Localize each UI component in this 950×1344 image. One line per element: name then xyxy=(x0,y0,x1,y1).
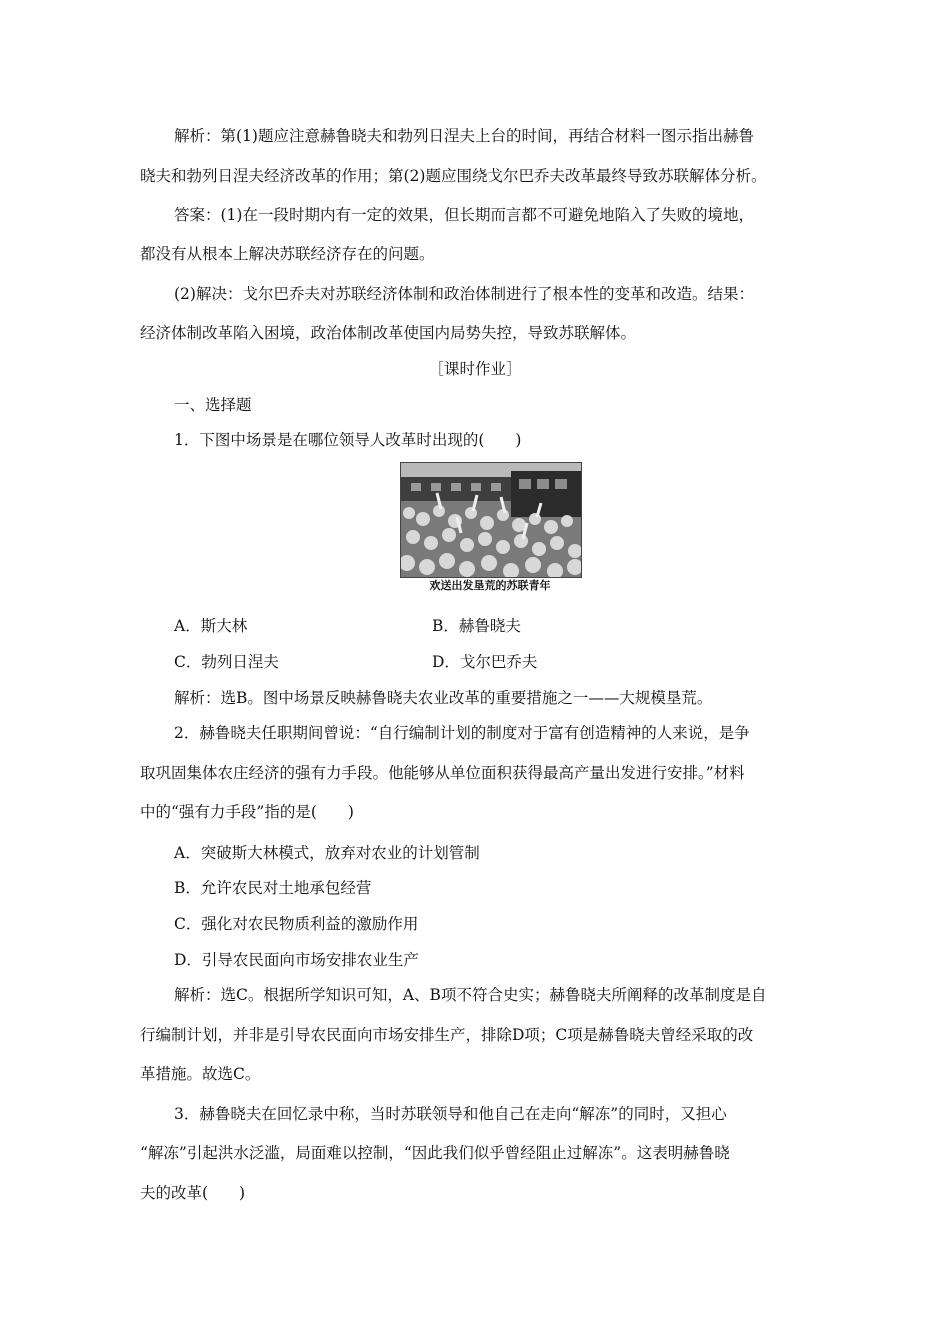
answer-line: 都没有从根本上解决苏联经济存在的问题。 xyxy=(140,245,435,263)
analysis-line: 解析：选B。图中场景反映赫鲁晓夫农业改革的重要措施之一——大规模垦荒。 xyxy=(174,689,713,707)
photo-caption: 欢送出发垦荒的苏联青年 xyxy=(429,579,551,592)
question-stem: 2．赫鲁晓夫任职期间曾说：“自行编制计划的制度对于富有创造精神的人来说，是争 xyxy=(174,724,750,742)
option-b: B．赫鲁晓夫 xyxy=(432,617,521,635)
analysis-line: 解析：选C。根据所学知识可知，A、B项不符合史实；赫鲁晓夫所阐释的改革制度是自 xyxy=(174,986,767,1004)
photo-youth-farewell xyxy=(400,462,582,578)
option-b: B．允许农民对土地承包经营 xyxy=(174,879,372,897)
option-c: C．勃列日涅夫 xyxy=(174,653,279,671)
analysis-line: 解析：第(1)题应注意赫鲁晓夫和勃列日涅夫上台的时间，再结合材料一图示指出赫鲁 xyxy=(174,127,754,145)
analysis-line: 革措施。故选C。 xyxy=(140,1065,261,1083)
option-c: C．强化对农民物质利益的激励作用 xyxy=(174,915,419,933)
analysis-line: 行编制计划，并非是引导农民面向市场安排生产，排除D项；C项是赫鲁晓夫曾经采取的改 xyxy=(140,1026,754,1044)
answer-line: (2)解决：戈尔巴乔夫对苏联经济体制和政治体制进行了根本性的变革和改造。结果： xyxy=(174,285,754,303)
question-stem: 夫的改革( ) xyxy=(140,1184,246,1202)
option-d: D．戈尔巴乔夫 xyxy=(432,653,538,671)
option-a: A．突破斯大林模式，放弃对农业的计划管制 xyxy=(174,844,480,862)
answer-line: 答案：(1)在一段时期内有一定的效果，但长期而言都不可避免地陷入了失败的境地， xyxy=(174,206,754,224)
analysis-line: 晓夫和勃列日涅夫经济改革的作用；第(2)题应围绕戈尔巴乔夫改革最终导致苏联解体分析。 xyxy=(140,167,767,185)
section-title: ［课时作业］ xyxy=(428,360,522,378)
question-stem: 3．赫鲁晓夫在回忆录中称，当时苏联领导和他自己在走向“解冻”的同时，又担心 xyxy=(174,1105,727,1123)
question-stem: 1．下图中场景是在哪位领导人改革时出现的( ) xyxy=(174,431,522,449)
question-stem: “解冻”引起洪水泛滥，局面难以控制，“因此我们似乎曾经阻止过解冻”。这表明赫鲁晓 xyxy=(140,1144,730,1162)
option-a: A．斯大林 xyxy=(174,617,248,635)
answer-line: 经济体制改革陷入困境，政治体制改革使国内局势失控，导致苏联解体。 xyxy=(140,324,637,342)
part-title: 一、选择题 xyxy=(174,396,252,414)
question-stem: 中的“强有力手段”指的是( ) xyxy=(140,803,354,821)
option-d: D．引导农民面向市场安排农业生产 xyxy=(174,951,419,969)
question-stem: 取巩固集体农庄经济的强有力手段。他能够从单位面积获得最高产量出发进行安排。”材料 xyxy=(140,764,745,782)
